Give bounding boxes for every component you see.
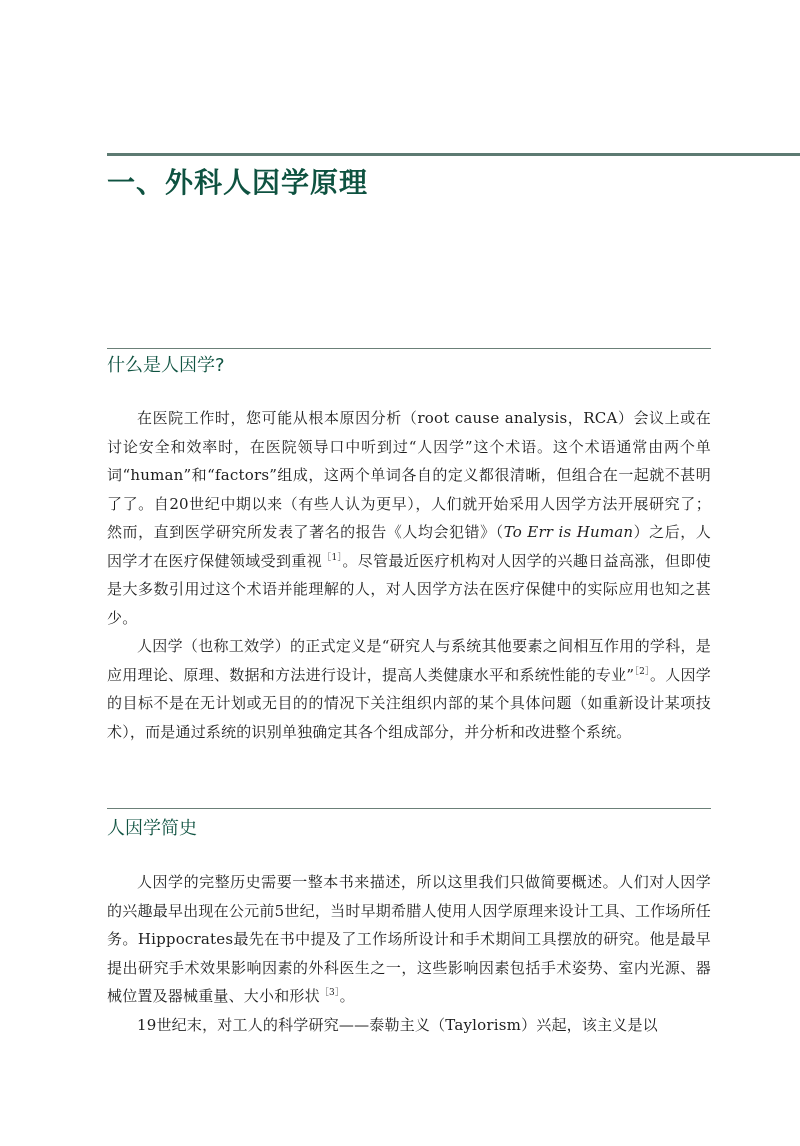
paragraph-text: 。: [339, 987, 355, 1005]
citation-ref: ［2］: [634, 666, 650, 677]
paragraph-text: 人因学（也称工效学）的正式定义是“研究人与系统其他要素之间相互作用的学科，是应用理论、原理、数据和方法进行设计，提高人类健康水平和系统性能的专业”: [107, 637, 711, 684]
section-title: 什么是人因学?: [107, 355, 225, 376]
paragraph-text: 19世纪末，对工人的科学研究——泰勒主义（Taylorism）兴起，该主义是以: [137, 1015, 658, 1034]
section-body: [107, 868, 711, 1039]
section-rule: [107, 348, 711, 349]
paragraph-text: 。尽管最近医疗机构对人因学的兴趣日益高涨，但即使是大多数引用过这个术语并能理解的人，对人因学方法在医疗保健中的实际应用也知之甚少。: [107, 551, 711, 627]
citation-ref: ［3］: [319, 988, 340, 998]
paragraph-text: 。人因学的目标不是在无计划或无目的的情况下关注组织内部的某个具体问题（如重新设计某项技术），而是通过系统的识别单独确定其各个组成部分，并分析和改进整个系统。: [107, 665, 711, 741]
section-title: 人因学简史: [107, 818, 197, 839]
section-body: [107, 404, 711, 746]
body-paragraph: [107, 632, 711, 746]
body-paragraph: [107, 1011, 711, 1040]
chapter-title: 一、外科人因学原理: [107, 166, 369, 199]
citation-ref: ［1］: [322, 552, 343, 563]
section-rule: [107, 808, 711, 809]
paragraph-text: 在医院工作时，您可能从根本原因分析（root cause analysis，RCA）会议上或在讨论安全和效率时，在医院领导口中听到过“人因学”这个术语。这个术语通常由两个单词“human”和“factors”组成，这两个单词各自的定义都很清晰，但组合在一起就不甚明了了。自20世纪中期以来（有些人认为更早），人们就开始采用人因学方法开展研究了；然而，直到医学研究所发表了著名的报告《人均会犯错》（: [107, 409, 711, 541]
body-paragraph: [107, 868, 711, 1011]
paragraph-text: 人因学的完整历史需要一整本书来描述，所以这里我们只做简要概述。人们对人因学的兴趣最早出现在公元前5世纪，当时早期希腊人使用人因学原理来设计工具、工作场所任务。Hippocrates最先在书中提及了工作场所设计和手术期间工具摆放的研究。他是最早提出研究手术效果影响因素的外科医生之一，这些影响因素包括手术姿势、室内光源、器械位置及器械重量、大小和形状: [107, 873, 711, 1005]
chapter-top-rule: [107, 153, 800, 156]
paragraph-text: ）之后，人因学才在医疗保健领域受到重视: [107, 523, 712, 570]
report-title-english: To Err is Human: [503, 523, 634, 541]
body-paragraph: [107, 404, 711, 632]
